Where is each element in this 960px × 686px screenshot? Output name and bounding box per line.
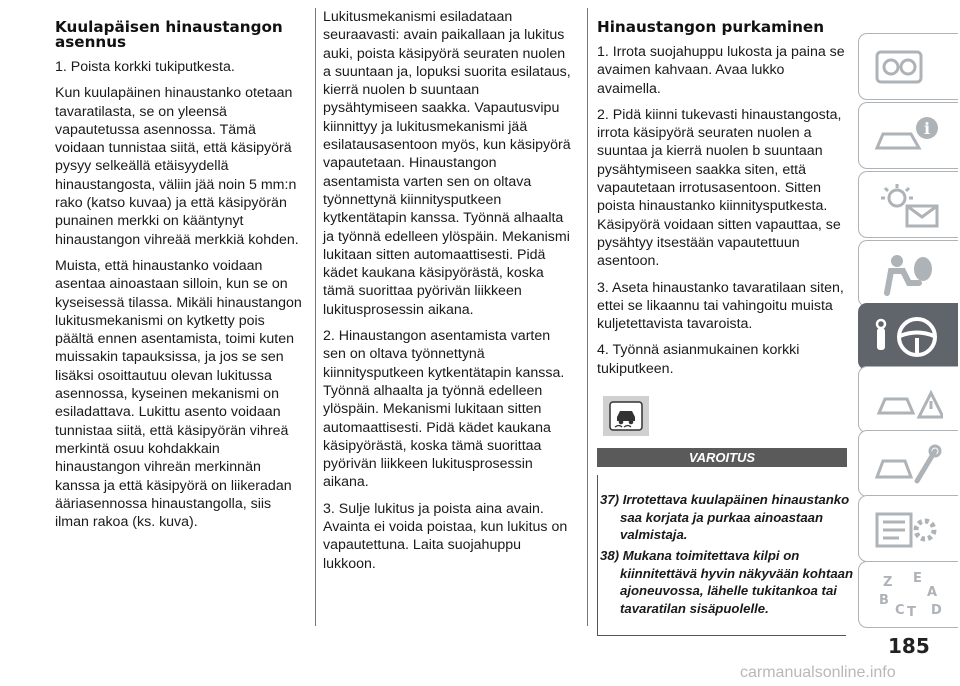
svg-text:E: E — [913, 570, 922, 586]
paragraph: Muista, että hinaustanko voidaan asentaa ainoastaan silloin, kun se on kyseisessä tilassa. Mikäli hinaustangon lukitusmekanismi on kytketty pois päältä ennen asentamista, toimi kuten muissakin tapauksissa, ja jos se sen lisäksi osoittautuu olevan lukitussa asennossa, kyseinen mekanismi on esiladattava. Lukittu asento voidaan tunnistaa siitä, että käsipyörän vihreä merkintä osuu kohdakkain hinaustangon vihreän merkinnän kanssa ja että käsipyörä on liikeradan ääriasennossa hinaustangolla, siis ilman rakoa (ks. kuva). — [55, 257, 302, 531]
svg-text:D: D — [931, 602, 942, 618]
airbag-passenger-icon — [873, 251, 943, 297]
warning-light-envelope-icon — [873, 182, 943, 228]
warning-item — [600, 491, 860, 544]
side-tab-info[interactable] — [858, 102, 958, 169]
side-tab-maintenance[interactable] — [858, 430, 958, 497]
car-info-icon — [873, 114, 943, 158]
watermark: carmanualsonline.info — [740, 664, 896, 681]
side-tab-emergency[interactable] — [858, 366, 958, 433]
paragraph: 1. Irrota suojahuppu lukosta ja paina se avaimen kahvaan. Avaa lukko avaimella. — [597, 44, 845, 97]
warning-item-number: 38) — [600, 548, 620, 563]
paragraph: 3. Sulje lukitus ja poista aina avain. Avainta ei voida poistaa, kun lukitus on vapautettuna. Laita suojahuppu lukkoon. — [323, 500, 568, 572]
column-divider — [587, 8, 588, 626]
warning-item-number: 37) — [600, 492, 620, 507]
paragraph: 1. Poista korkki tukiputkesta. — [55, 59, 235, 75]
svg-text:A: A — [927, 584, 938, 600]
specifications-gear-icon — [873, 506, 943, 552]
page-number: 185 — [888, 634, 930, 658]
side-tab-dashboard[interactable] — [858, 33, 958, 100]
paragraph: 2. Hinaustangon asentamista varten sen on oltava työnnettynä kiinnitysputkeen kytkentätapin kanssa. Työnnä alhaalta ja työnnä edelleen ylöspäin. Mekanismi lukitaan sitten automaattisesti. Pidä kädet kaukana käsipyörästä, koska tämä suorittaa pyörivän liikkeen lukitusprosessin aikana. — [323, 328, 565, 491]
side-tab-index[interactable] — [858, 561, 958, 628]
warning-item — [600, 547, 860, 617]
column-divider — [315, 8, 316, 626]
skidding-car-icon — [603, 396, 649, 436]
section-heading-install: Kuulapäisen hinaustangon asennus — [55, 18, 283, 51]
svg-text:T: T — [907, 604, 916, 620]
paragraph: 2. Pidä kiinni tukevasti hinaustangosta, irrota käsipyörä seuraten nuolen a suuntaa ja kierrä nuolen b suuntaan pysähtymiseen saakka siten, että vapautetaan irrotusasentoon. Sitten poista hinaustanko kiinnitysputkesta. Käsipyörä voidaan sitten vapauttaa, se pysähtyy itsestään vapautettuun asentoon. — [597, 106, 842, 270]
svg-text:C: C — [895, 602, 905, 618]
paragraph: Lukitusmekanismi esiladataan seuraavasti: avain paikallaan ja lukitus auki, poista käsipyörä seuraten nuolen a suuntaan ja, lopuksi suorita esilataus, kierrä nuolen b suuntaan pysähtymiseen saakka. Vapautusvipu kiinnittyy ja lukitusmekanismi jää esilatausasentoon myös, kun käsipyörä vapautetaan. Hinaustangon asentamista varten sen on oltava työnnettynä kiinnitysputkeen kytkentätapin kanssa. Työnnä alhaalta ja työnnä edelleen ylöspäin. Mekanismi lukitaan sitten automaattisesti. Pidä kädet kaukana käsipyörästä, koska tämä suorittaa pyörivän liikkeen lukitusprosessin aikana. — [323, 9, 571, 318]
alphabet-index-icon — [873, 570, 947, 620]
svg-text:i: i — [924, 118, 931, 138]
warning-title: VAROITUS — [597, 448, 847, 467]
svg-text:B: B — [879, 592, 889, 608]
side-tab-safety[interactable] — [858, 240, 958, 307]
warning-item-text: Irrotettava kuulapäinen hinaustanko saa korjata ja purkaa ainoastaan valmistaja. — [620, 492, 850, 542]
car-wrench-icon — [873, 441, 943, 487]
side-tab-specifications[interactable] — [858, 495, 958, 562]
car-dashboard-icon — [873, 46, 933, 88]
paragraph: 4. Työnnä asianmukainen korkki tukiputkeen. — [597, 342, 800, 377]
column-middle — [323, 8, 573, 581]
side-tab-starting-driving[interactable] — [858, 303, 958, 370]
svg-text:Z: Z — [883, 574, 893, 590]
paragraph: Kun kuulapäinen hinaustanko otetaan tavaratilasta, se on yleensä vapautetussa asennossa. Tämä voidaan tunnistaa siitä, että käsipyörä pysyy selkeällä etäisyydellä hinaustangosta, väliin jää noin 5 mm:n rako (katso kuvaa) ja että käsipyörän punainen merkki on kääntynyt hinaustangon vihreää merkkiä kohden. — [55, 85, 299, 248]
paragraph: 3. Aseta hinaustanko tavaratilaan siten, ettei se likaannu tai vahingoitu muista kuljetettavista tavaroista. — [597, 279, 844, 333]
column-right — [597, 20, 847, 386]
car-crash-warning-icon — [873, 377, 943, 423]
warning-item-text: Mukana toimitettava kilpi on kiinnitettävä hyvin näkyvään kohtaan ajoneuvossa, lähelle tukitankoa tai tavaratilan sisäpuolelle. — [620, 548, 854, 616]
column-left — [55, 20, 305, 539]
steering-wheel-key-icon — [873, 314, 945, 360]
side-tab-lights[interactable] — [858, 171, 958, 238]
section-heading-removal: Hinaustangon purkaminen — [597, 18, 825, 36]
